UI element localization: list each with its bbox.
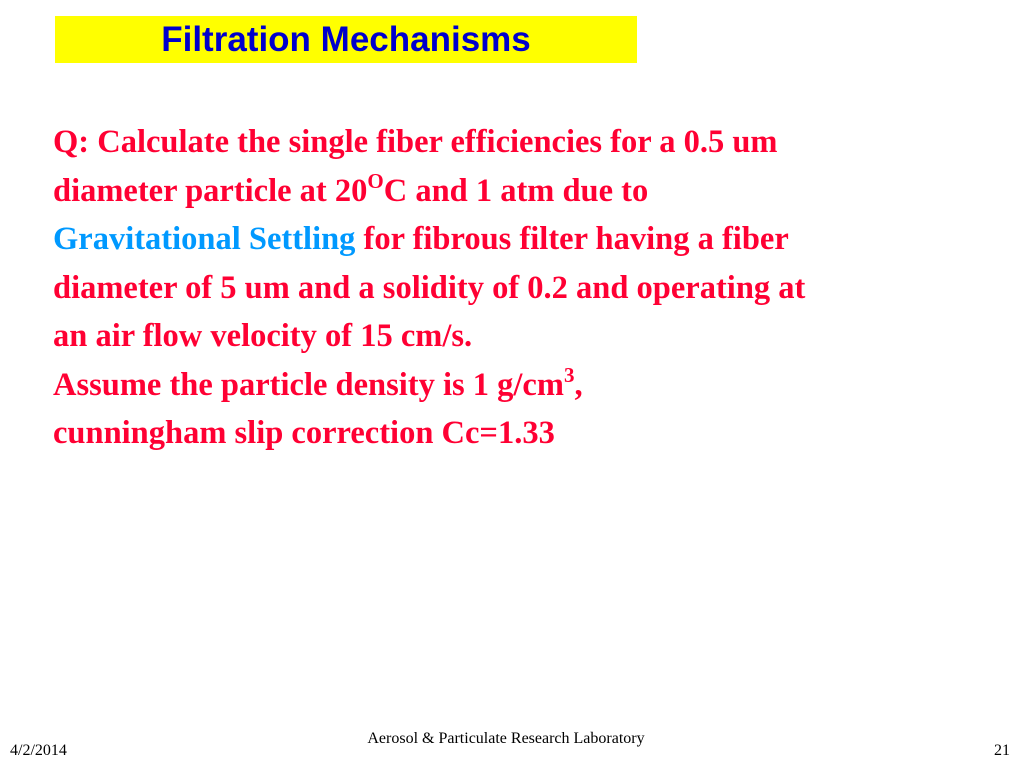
question-line-2-end: C and 1 atm due to [383,172,649,209]
question-line-6 [53,361,1003,410]
footer-page-number: 21 [994,742,1010,759]
question-line-3 [53,215,1003,264]
question-line-5: an air flow velocity of 15 cm/s. [53,318,473,354]
question-line-3-end: for fibrous filter having a fiber [355,221,789,257]
question-line-7: cunningham slip correction Cc=1.33 [53,415,555,451]
question-text [53,118,1003,458]
gravitational-settling-highlight: Gravitational Settling [53,221,356,257]
question-line-2-start: diameter particle at 20 [53,172,368,209]
footer-lab-name: Aerosol & Particulate Research Laboratory [367,730,645,747]
question-line-6-end: , [574,366,583,403]
question-line-2 [53,167,1003,216]
cubic-superscript: 3 [563,362,575,387]
slide-title: Filtration Mechanisms [161,20,531,59]
title-banner [55,16,637,63]
footer-date: 4/2/2014 [10,742,67,759]
question-line-1: Q: Calculate the single fiber efficiencies for a 0.5 um [53,124,778,160]
degree-superscript: O [367,168,384,193]
question-line-6-start: Assume the particle density is 1 g/cm [53,366,564,403]
question-line-4: diameter of 5 um and a solidity of 0.2 and operating at [53,269,806,306]
